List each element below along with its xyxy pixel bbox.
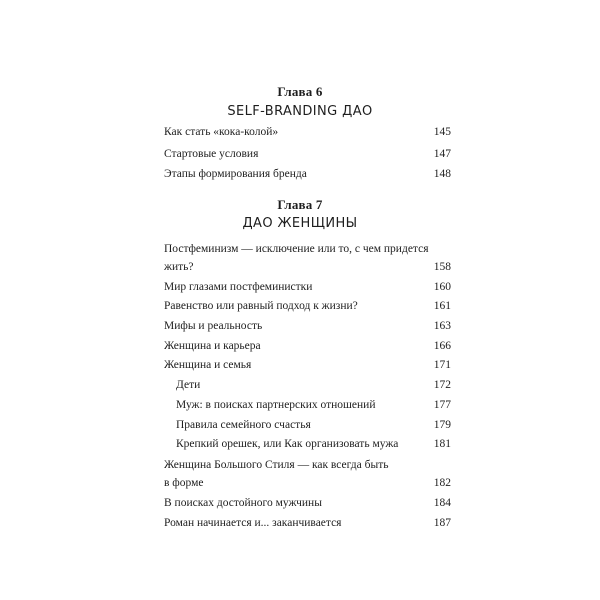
toc-entry-page: 181 [433,438,451,450]
toc-entry-title: жить? [164,261,194,273]
toc-entry-title: Этапы формирования бренда [164,168,307,180]
toc-entry-page: 177 [433,399,451,411]
toc-entry-title: Женщина Большого Стиля — как всегда быть [164,459,389,471]
toc-entry-page: 172 [433,379,451,391]
toc-entry-title: Крепкий орешек, или Как организовать мужа [176,438,399,450]
toc-entry-page: 166 [433,340,451,352]
toc-entry-page: 161 [433,300,451,312]
toc-entry-title: Женщина и карьера [164,340,261,352]
chapter-7-title: ДАО ЖЕНЩИНЫ [242,216,358,231]
toc-entry-page: 160 [433,281,451,293]
toc-entry-title: Роман начинается и... заканчивается [164,517,342,529]
toc-entry-title: Постфеминизм — исключение или то, с чем придется [164,243,429,255]
toc-entry-title: Мир глазами постфеминистки [164,281,313,293]
toc-entry-title: Муж: в поисках партнерских отношений [176,399,376,411]
toc-entry-page: 184 [433,497,451,509]
toc-entry-title: Равенство или равный подход к жизни? [164,300,358,312]
toc-entry-page: 158 [433,261,451,273]
chapter-6-title: SELF-BRANDING ДАО [227,104,373,119]
toc-entry-title: В поисках достойного мужчины [164,497,322,509]
toc-entry-page: 171 [433,359,451,371]
toc-entry-title: Дети [176,379,201,391]
toc-entry-page: 182 [433,477,451,489]
toc-entry-title: Правила семейного счастья [176,419,311,431]
toc-entry-page: 179 [433,419,451,431]
toc-entry-title: Стартовые условия [164,148,259,160]
toc-entry-page: 147 [433,148,451,160]
toc-entry-page: 163 [433,320,451,332]
toc-entry-title: Женщина и семья [164,359,252,371]
chapter-7-label: Глава 7 [277,197,323,212]
toc-entry-page: 187 [433,517,451,529]
toc-entry-page: 148 [433,168,451,180]
toc-entry-page: 145 [433,126,451,138]
toc-entry-title: Как стать «кока-колой» [164,126,279,138]
toc-entry-title: Мифы и реальность [164,320,263,332]
toc-entry-title: в форме [164,477,204,489]
chapter-6-label: Глава 6 [277,84,323,99]
